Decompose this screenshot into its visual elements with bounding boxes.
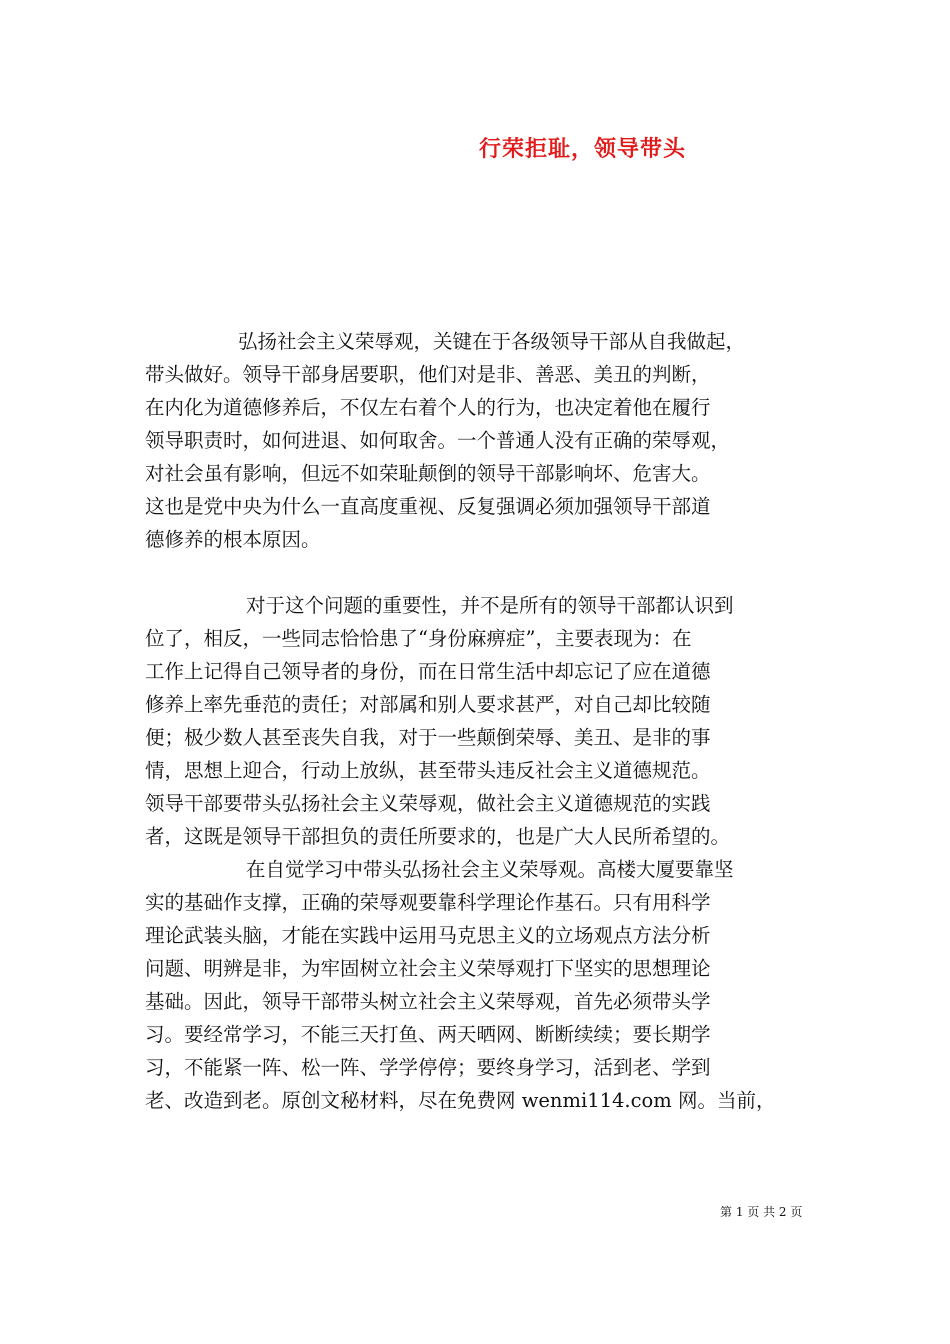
text-line: 对社会虽有影响，但远不如荣耻颠倒的领导干部影响坏、危害大。 bbox=[145, 462, 711, 485]
text-line: 基础。因此，领导干部带头树立社会主义荣辱观，首先必须带头学 bbox=[145, 990, 711, 1013]
text-line: 在内化为道德修养后，不仅左右着个人的行为，也决定着他在履行 bbox=[145, 396, 711, 419]
text-line: 位了，相反，一些同志恰恰患了“身份麻痹症”，主要表现为：在 bbox=[145, 627, 692, 650]
text-line: 领导干部要带头弘扬社会主义荣辱观，做社会主义道德规范的实践 bbox=[145, 792, 711, 815]
text-line: 这也是党中央为什么一直高度重视、反复强调必须加强领导干部道 bbox=[145, 495, 711, 518]
text-line: 习。要经常学习，不能三天打鱼、两天晒网、断断续续；要长期学 bbox=[145, 1023, 711, 1046]
page-number-footer: 第 1 页 共 2 页 bbox=[720, 1205, 803, 1219]
text-line: 在自觉学习中带头弘扬社会主义荣辱观。高楼大厦要靠坚 bbox=[246, 858, 734, 881]
text-line: 问题、明辨是非，为牢固树立社会主义荣辱观打下坚实的思想理论 bbox=[145, 957, 711, 980]
text-line: 修养上率先垂范的责任；对部属和别人要求甚严，对自己却比较随 bbox=[145, 693, 711, 716]
document-title: 行荣拒耻，领导带头 bbox=[478, 137, 686, 162]
text-line: 习，不能紧一阵、松一阵、学学停停；要终身学习，活到老、学到 bbox=[145, 1056, 711, 1079]
text-line: 情，思想上迎合，行动上放纵，甚至带头违反社会主义道德规范。 bbox=[145, 759, 711, 782]
text-line: 领导职责时，如何进退、如何取舍。一个普通人没有正确的荣辱观， bbox=[145, 429, 731, 452]
text-line: 弘扬社会主义荣辱观，关键在于各级领导干部从自我做起， bbox=[238, 330, 746, 353]
text-line: 理论武装头脑，才能在实践中运用马克思主义的立场观点方法分析 bbox=[145, 924, 711, 947]
text-line: 工作上记得自己领导者的身份，而在日常生活中却忘记了应在道德 bbox=[145, 660, 711, 683]
text-line: 实的基础作支撑，正确的荣辱观要靠科学理论作基石。只有用科学 bbox=[145, 891, 711, 914]
text-line: 德修养的根本原因。 bbox=[145, 528, 321, 551]
text-line: 带头做好。领导干部身居要职，他们对是非、善恶、美丑的判断， bbox=[145, 363, 711, 386]
text-line: 便；极少数人甚至丧失自我，对于一些颠倒荣辱、美丑、是非的事 bbox=[145, 726, 711, 749]
text-line: 老、改造到老。原创文秘材料，尽在免费网 wenmi114.com 网。当前， bbox=[145, 1089, 776, 1112]
text-line: 对于这个问题的重要性，并不是所有的领导干部都认识到 bbox=[246, 594, 734, 617]
text-line: 者，这既是领导干部担负的责任所要求的，也是广大人民所希望的。 bbox=[145, 825, 731, 848]
